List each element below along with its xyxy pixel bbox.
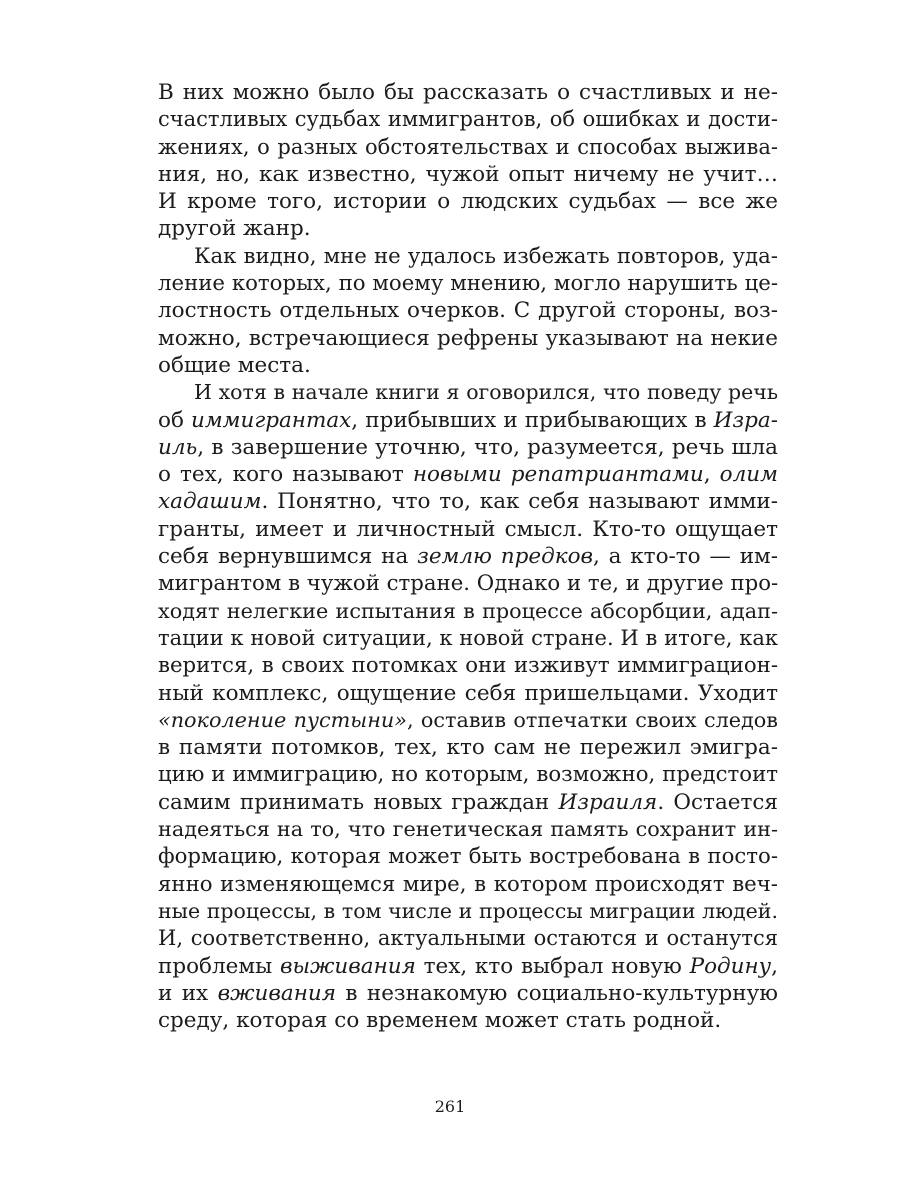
text-run: среду, которая со временем может стать родной. [158,1008,722,1034]
text-run: об [158,407,191,433]
text-run: И, соответственно, актуальными остаются и останутся [158,926,778,951]
text-line [158,215,778,242]
text-run: цию и иммиграцию, но которым, возможно, предстоит [158,762,778,788]
text-run: в незнакомую социально-культурную [335,980,778,1006]
text-run: , [771,953,778,979]
italic-phrase: олим [719,462,778,488]
text-run: себя вернувшимся на [158,544,418,570]
text-line [158,243,778,270]
text-run: другой жанр. [158,216,311,242]
body-text [158,79,778,1034]
text-line [158,188,778,215]
text-line [158,134,778,161]
text-line [158,925,778,952]
text-run: . Понятно, что то, как себя называют имми- [261,489,778,515]
text-run: в памяти потомков, тех, кто сам не пережил эмигра- [158,735,778,761]
text-run: самим принимать новых граждан [158,789,559,815]
text-line [158,871,778,898]
text-line [158,570,778,597]
text-line [158,79,778,106]
text-run: ный комплекс, ощущение себя пришельцами. Уходит [158,680,778,706]
text-line [158,434,778,461]
text-line [158,352,778,379]
italic-phrase: хадашим [158,489,262,515]
text-run: можно, встречающиеся рефрены указывают на некие [158,325,778,351]
text-run: надеяться на то, что генетическая память сохранит ин- [158,817,778,842]
italic-phrase: иль [158,434,198,460]
text-run: В них можно было бы рассказать о счастливых и не- [158,80,778,105]
italic-phrase: вживания [217,980,336,1006]
italic-phrase: «поколение пустыни» [158,707,407,732]
text-line [158,898,778,925]
text-run: жениях, о разных обстоятельствах и способах выжива- [158,134,778,159]
italic-phrase: землю предков [417,544,594,570]
text-run: Как видно, мне не удалось избежать повторов, уда- [194,243,778,269]
text-run: , оставив отпечатки своих следов [406,707,778,732]
text-run: тации к новой ситуации, к новой стране. И в итоге, как [158,625,778,650]
text-run: ходят нелегкие испытания в процессе абсорбции, адап- [158,598,778,623]
paragraph [158,243,778,379]
text-run: общие места. [158,352,311,378]
text-line [158,297,778,324]
text-run: янно изменяющемся мире, в котором происходят веч- [158,871,778,897]
italic-phrase: Родину [689,953,772,979]
text-run: верится, в своих потомках они изживут иммиграцион- [158,653,778,679]
text-run: ление которых, по моему мнению, могло нарушить це- [158,271,778,297]
italic-phrase: выживания [279,953,416,979]
text-line [158,516,778,543]
page-number: 261 [434,1097,466,1116]
text-line [158,325,778,352]
text-run: о тех, кого называют [158,462,413,488]
text-line [158,461,778,488]
text-run: гранты, имеет и личностный смысл. Кто-то ощущает [158,516,778,542]
text-line [158,734,778,761]
italic-phrase: новыми репатриантами [412,462,704,488]
text-line [158,106,778,133]
text-line [158,953,778,980]
text-run: проблемы [158,953,280,979]
text-run: И кроме того, истории о людских судьбах — все же [158,189,778,215]
text-run: и их [158,980,218,1006]
text-line [158,543,778,570]
text-run: И хотя в начале книги я оговорился, что поведу речь [194,380,778,405]
text-run: счастливых судьбах иммигрантов, об ошибках и дости- [158,107,778,132]
text-run: ния, но, как известно, чужой опыт ничему не учит… [158,161,778,187]
text-line [158,379,778,406]
text-run: формацию, которая может быть востребована в посто- [158,844,778,870]
text-line [158,598,778,625]
text-line [158,980,778,1007]
text-line [158,789,778,816]
text-line [158,407,778,434]
text-line [158,707,778,734]
text-line [158,625,778,652]
text-run: ные процессы, в том числе и процессы миграции людей. [158,898,778,923]
text-run: , прибывших и прибывающих в [351,407,714,433]
text-run: , в завершение уточню, что, разумеется, речь шла [197,434,778,460]
text-line [158,761,778,788]
text-run: тех, кто выбрал новую [415,953,690,979]
text-run: . Остается [657,789,778,815]
paragraph [158,79,778,243]
text-line [158,161,778,188]
italic-phrase: иммигрантах [191,407,352,433]
text-line [158,1007,778,1034]
italic-phrase: Изра- [713,407,778,433]
text-run: , [703,462,720,488]
text-run: мигрантом в чужой стране. Однако и те, и другие про- [158,571,779,597]
text-line [158,680,778,707]
paragraph [158,379,778,1034]
text-line [158,652,778,679]
text-run: лостность отдельных очерков. С другой стороны, воз- [158,298,778,324]
text-line [158,270,778,297]
italic-phrase: Израиля [558,789,658,815]
text-line [158,816,778,843]
text-line [158,488,778,515]
text-run: , а кто-то — им- [593,544,779,570]
text-line [158,843,778,870]
